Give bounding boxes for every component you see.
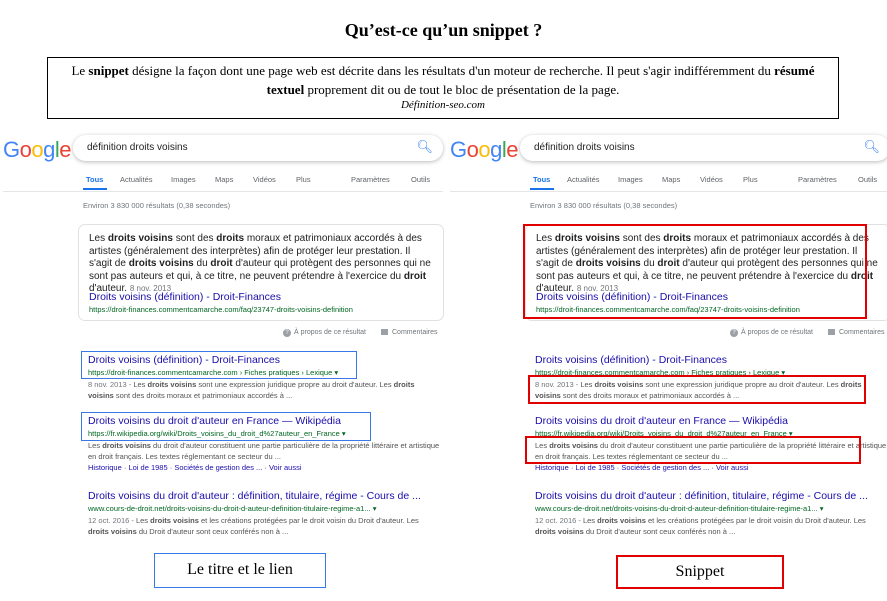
result-stats: Environ 3 830 000 résultats (0,38 secondes) xyxy=(530,201,678,210)
tabs-divider xyxy=(450,191,887,192)
chevron-down-icon: ▾ xyxy=(334,368,339,377)
feedback-icon xyxy=(381,329,388,335)
result-2-url[interactable]: https://fr.wikipedia.org/wiki/Droits_voisins_du_droit_d%27auteur_en_France ▾ xyxy=(88,429,346,438)
result-1-url[interactable]: https://droit-finances.commentcamarche.com › Fiches pratiques › Lexique ▾ xyxy=(535,368,786,377)
featured-snippet-text: Les droits voisins sont des droits moraux et patrimoniaux accordés à des artistes (généralement des interprètes) afin de protéger leur prestation. Il s'agit de droits voisins du droit d'auteur qui protègent des personnes qui ne sont pas auteurs et qui, à ce titre, ne peuvent prétendre à l'exercice du droit d'auteur. 8 nov. 2013 xyxy=(89,233,431,294)
search-input[interactable]: définition droits voisins 🔍︎ xyxy=(520,135,887,161)
featured-snippet-text: Les droits voisins sont des droits moraux et patrimoniaux accordés à des artistes (généralement des interprètes) afin de protéger leur prestation. Il s'agit de droits voisins du droit d'auteur qui protègent des personnes qui ne sont pas auteurs et qui, à ce titre, ne peuvent prétendre à l'exercice du droit d'auteur. 8 nov. 2013 xyxy=(536,233,878,294)
active-tab-indicator xyxy=(83,188,107,190)
tab-maps[interactable]: Maps xyxy=(215,175,234,184)
about-result-link[interactable]: ? À propos de ce résultat xyxy=(283,329,366,337)
search-icon[interactable]: 🔍︎ xyxy=(416,139,433,154)
tab-tous[interactable]: Tous xyxy=(86,175,104,184)
tab-images[interactable]: Images xyxy=(618,175,643,184)
featured-link-title[interactable]: Droits voisins (définition) - Droit-Finances xyxy=(89,291,281,303)
result-3-url[interactable]: www.cours-de-droit.net/droits-voisins-du-droit-d-auteur-definition-titulaire-regime-a1... ▾ xyxy=(88,504,377,513)
comments-link[interactable]: Commentaires xyxy=(828,329,885,336)
google-logo[interactable]: Google xyxy=(450,137,519,162)
about-result-link[interactable]: ? À propos de ce résultat xyxy=(730,329,813,337)
result-2-sitelinks[interactable]: Historique · Loi de 1985 · Sociétés de gestion des ... · Voir aussi xyxy=(535,463,749,472)
help-icon: ? xyxy=(730,329,738,337)
title-link-highlight-2 xyxy=(81,412,371,441)
caption-snippet: Snippet xyxy=(616,555,784,589)
tab-tous[interactable]: Tous xyxy=(533,175,551,184)
result-3-title[interactable]: Droits voisins du droit d'auteur : définition, titulaire, régime - Cours de ... xyxy=(88,490,421,502)
tab-maps[interactable]: Maps xyxy=(662,175,681,184)
result-1-snippet: 8 nov. 2013 - Les droits voisins sont une expression juridique propre au droit d'auteur. Les droits voisins sont des droits moraux et patrimoniaux accordés à ... xyxy=(88,380,415,400)
title-link-highlight-1 xyxy=(81,351,357,379)
tab-videos[interactable]: Vidéos xyxy=(253,175,276,184)
result-1-url[interactable]: https://droit-finances.commentcamarche.com › Fiches pratiques › Lexique ▾ xyxy=(88,368,339,377)
tab-outils[interactable]: Outils xyxy=(858,175,878,184)
snippet-highlight-featured xyxy=(523,224,867,319)
help-icon: ? xyxy=(283,329,291,337)
result-2-sitelinks[interactable]: Historique · Loi de 1985 · Sociétés de gestion des ... · Voir aussi xyxy=(88,463,302,472)
chevron-down-icon: ▾ xyxy=(788,429,793,438)
tab-plus[interactable]: Plus xyxy=(296,175,311,184)
page-title: Qu’est-ce qu’un snippet ? xyxy=(344,20,543,40)
result-2-snippet: Les droits voisins du droit d'auteur constituent une partie particulière de la propriété littéraire et artistique en droit français. Les textes réglementant ce secteur du ... xyxy=(535,441,887,461)
tab-images[interactable]: Images xyxy=(171,175,196,184)
tab-parametres[interactable]: Paramètres xyxy=(798,175,837,184)
result-2-title[interactable]: Droits voisins du droit d'auteur en France — Wikipédia xyxy=(88,415,341,427)
result-2-url[interactable]: https://fr.wikipedia.org/wiki/Droits_voisins_du_droit_d%27auteur_en_France ▾ xyxy=(535,429,793,438)
tab-plus[interactable]: Plus xyxy=(743,175,758,184)
chevron-down-icon: ▾ xyxy=(341,429,346,438)
result-2-title[interactable]: Droits voisins du droit d'auteur en France — Wikipédia xyxy=(535,415,788,427)
feedback-icon xyxy=(828,329,835,335)
result-stats: Environ 3 830 000 résultats (0,38 secondes) xyxy=(83,201,231,210)
search-input[interactable]: définition droits voisins 🔍︎ xyxy=(73,135,443,161)
comments-link[interactable]: Commentaires xyxy=(381,329,438,336)
result-3-snippet: 12 oct. 2016 - Les droits voisins et les créations protégées par le droit voisin du Droit d'auteur. Les droits voisins du Droit d'auteur sont ceux conférés non à ... xyxy=(88,516,419,536)
result-3-url[interactable]: www.cours-de-droit.net/droits-voisins-du-droit-d-auteur-definition-titulaire-regime-a1... ▾ xyxy=(535,504,824,513)
result-1-snippet: 8 nov. 2013 - Les droits voisins sont une expression juridique propre au droit d'auteur. Les droits voisins sont des droits moraux et patrimoniaux accordés à ... xyxy=(535,380,862,400)
tab-actualites[interactable]: Actualités xyxy=(567,175,600,184)
featured-link-title[interactable]: Droits voisins (définition) - Droit-Finances xyxy=(536,291,728,303)
chevron-down-icon: ▾ xyxy=(819,504,824,513)
snippet-highlight-1 xyxy=(528,375,866,404)
result-2-snippet: Les droits voisins du droit d'auteur constituent une partie particulière de la propriété littéraire et artistique en droit français. Les textes réglementant ce secteur du ... xyxy=(88,441,440,461)
result-1-title[interactable]: Droits voisins (définition) - Droit-Finances xyxy=(535,354,727,366)
caption-title-link: Le titre et le lien xyxy=(154,553,326,588)
definition-source: Définition-seo.com xyxy=(400,99,485,111)
tab-actualites[interactable]: Actualités xyxy=(120,175,153,184)
tabs-divider xyxy=(3,191,443,192)
tab-videos[interactable]: Vidéos xyxy=(700,175,723,184)
active-tab-indicator xyxy=(530,188,554,190)
chevron-down-icon: ▾ xyxy=(372,504,377,513)
featured-link-url[interactable]: https://droit-finances.commentcamarche.com/faq/23747-droits-voisins-definition xyxy=(89,305,353,314)
chevron-down-icon: ▾ xyxy=(781,368,786,377)
definition-box: Le snippet désigne la façon dont une page web est décrite dans les résultats d'un moteur de recherche. Il peut s'agir indifféremment du résumé textuel proprement dit ou de tout le bloc de présentation de la page. Définition-seo.com xyxy=(47,57,839,119)
snippet-highlight-2 xyxy=(525,436,861,464)
featured-date: 8 nov. 2013 xyxy=(129,284,172,293)
tab-outils[interactable]: Outils xyxy=(411,175,431,184)
result-3-title[interactable]: Droits voisins du droit d'auteur : définition, titulaire, régime - Cours de ... xyxy=(535,490,868,502)
result-3-snippet: 12 oct. 2016 - Les droits voisins et les créations protégées par le droit voisin du Droit d'auteur. Les droits voisins du Droit d'auteur sont ceux conférés non à ... xyxy=(535,516,866,536)
featured-date: 8 nov. 2013 xyxy=(576,284,619,293)
search-icon[interactable]: 🔍︎ xyxy=(863,139,880,154)
featured-link-url[interactable]: https://droit-finances.commentcamarche.com/faq/23747-droits-voisins-definition xyxy=(536,305,800,314)
result-1-title[interactable]: Droits voisins (définition) - Droit-Finances xyxy=(88,354,280,366)
google-logo[interactable]: Google xyxy=(3,137,72,162)
tab-parametres[interactable]: Paramètres xyxy=(351,175,390,184)
